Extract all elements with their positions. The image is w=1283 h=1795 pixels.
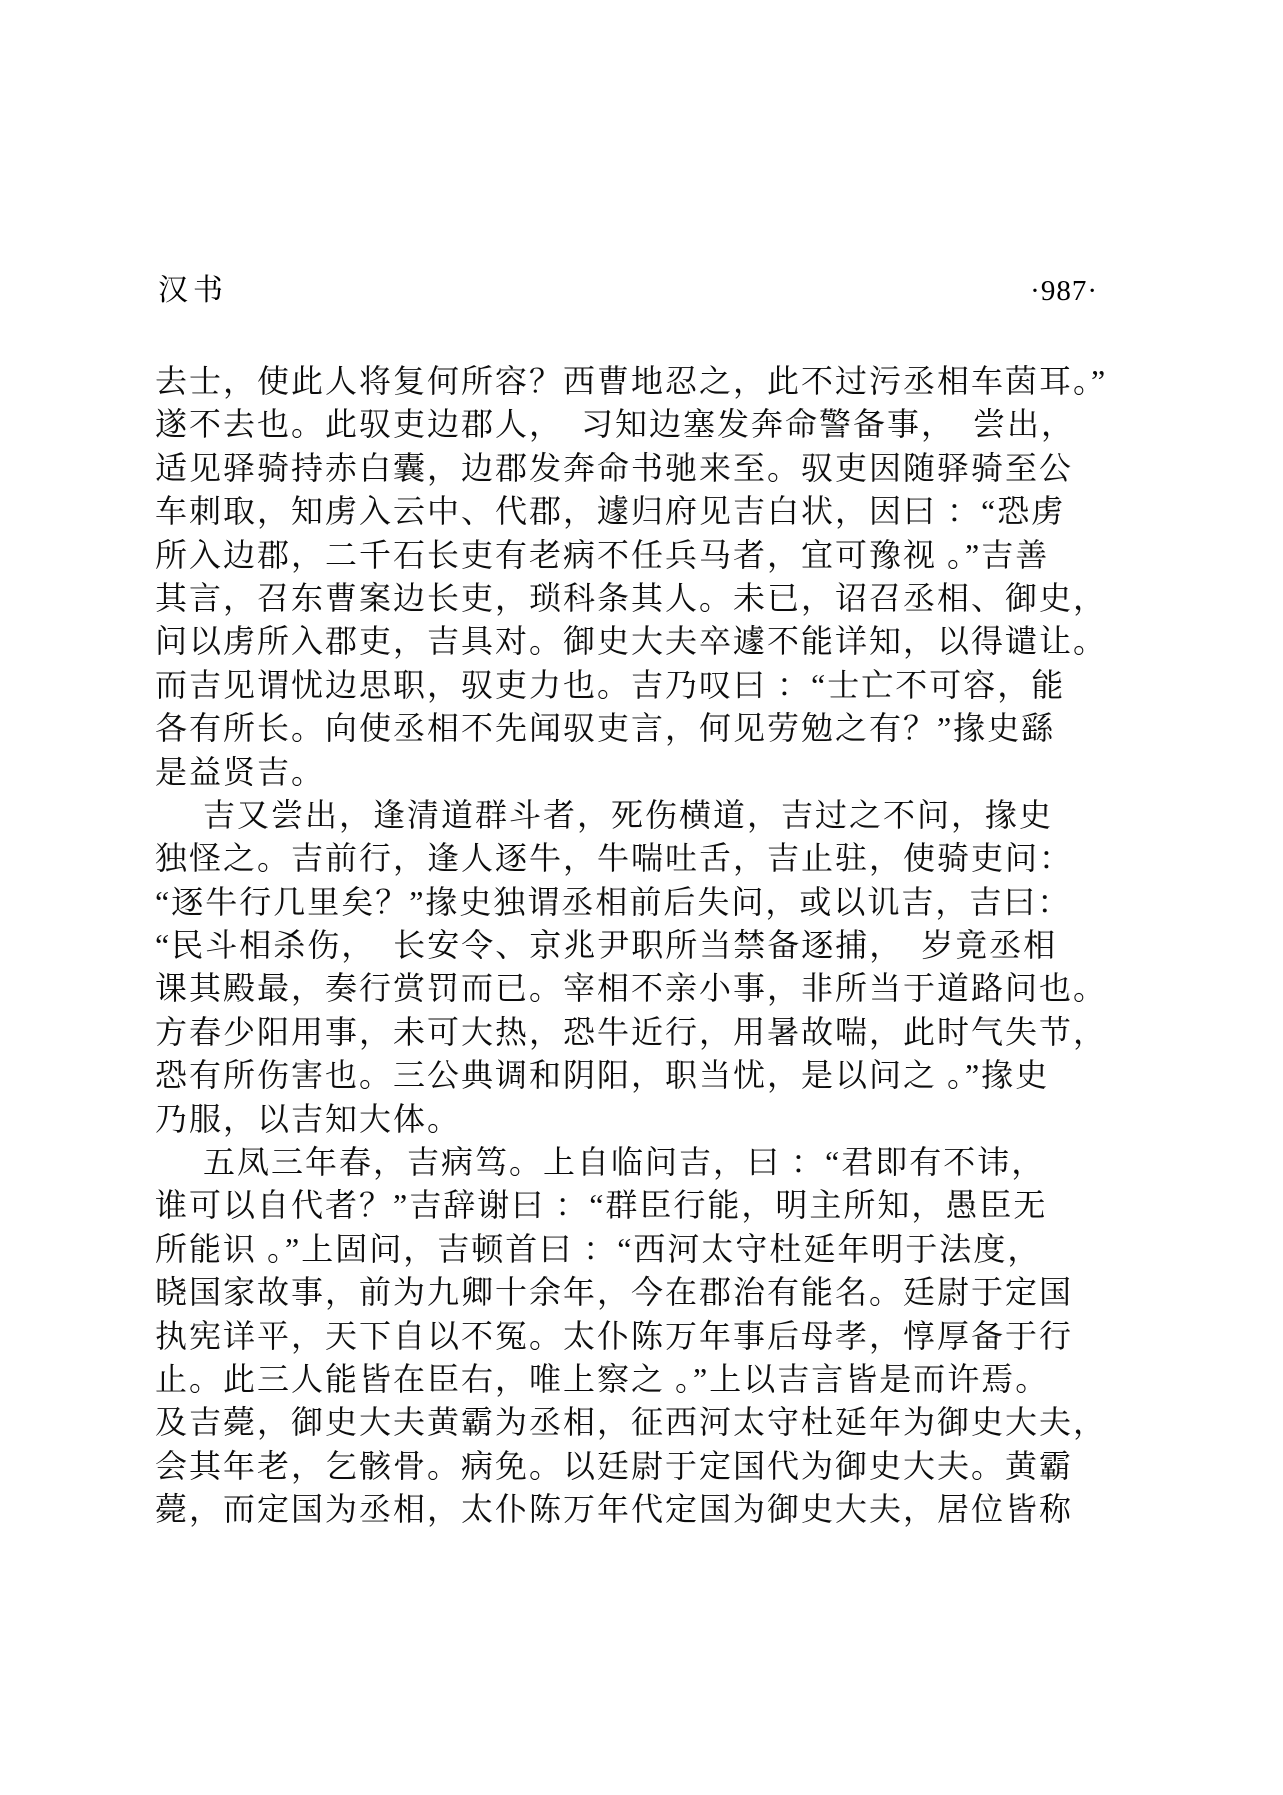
running-header	[158, 270, 1098, 306]
text-line: 独怪之。吉前行，逢人逐牛，牛喘吐舌，吉止驻，使骑吏问：	[155, 840, 1074, 877]
text-line: 晓国家故事，前为九卿十余年，今在郡治有能名。廷尉于定国	[155, 1274, 1074, 1311]
text-line: 五凤三年春，吉病笃。上自临问吉，曰 ：“君即有不讳，	[203, 1144, 1046, 1181]
text-line: “逐牛行几里矣？”掾史独谓丞相前后失问，或以讥吉，吉曰：	[155, 883, 1072, 920]
text-line: 所入边郡，二千石长吏有老病不任兵马者，宜可豫视 。”吉善	[155, 536, 1050, 573]
text-line: 薨，而定国为丞相，太仆陈万年代定国为御史大夫，居位皆称	[155, 1491, 1074, 1528]
text-line: 而吉见谓忧边思职，驭吏力也。吉乃叹曰 ：“士亡不可容，能	[155, 666, 1066, 703]
text-line: 车刺取，知虏入云中、代郡，遽归府见吉白状，因曰 ：“恐虏	[155, 493, 1066, 530]
text-line: 方春少阳用事，未可大热，恐牛近行，用暑故喘，此时气失节，	[155, 1013, 1108, 1050]
text-line: 乃服，以吉知大体。	[155, 1100, 462, 1137]
body-text	[155, 360, 1130, 1532]
text-line: 所能识 。”上固问，吉顿首曰 ：“西河太守杜延年明于法度，	[155, 1230, 1042, 1267]
text-line: 去士，使此人将复何所容？西曹地忍之，此不过污丞相车茵耳。”	[155, 363, 1108, 399]
text-line: 适见驿骑持赤白囊，边郡发奔命书驰来至。驭吏因随驿骑至公	[155, 449, 1074, 486]
text-line: 课其殿最，奏行赏罚而已。宰相不亲小事，非所当于道路问也。	[155, 970, 1108, 1007]
paragraph	[155, 360, 1130, 794]
text-line: 会其年老，乞骸骨。病免。以廷尉于定国代为御史大夫。黄霸	[155, 1447, 1074, 1484]
paragraph	[155, 794, 1130, 1141]
text-line: 吉又尝出，逢清道群斗者，死伤横道，吉过之不问，掾史	[203, 796, 1054, 833]
text-line: 谁可以自代者？”吉辞谢曰 ：“群臣行能，明主所知，愚臣无	[155, 1187, 1048, 1224]
text-line: 各有所长。向使丞相不先闻驭吏言，何见劳勉之有？”掾史繇	[155, 710, 1056, 747]
text-line: 其言，召东曹案边长吏，琐科条其人。未已，诏召丞相、御史，	[155, 579, 1108, 616]
text-line: 及吉薨，御史大夫黄霸为丞相，征西河太守杜延年为御史大夫，	[155, 1404, 1108, 1441]
text-line: 恐有所伤害也。三公典调和阴阳，职当忧，是以问之 。”掾史	[155, 1057, 1050, 1094]
page-number: ·987·	[1030, 275, 1098, 307]
text-line: 是益贤吉。	[155, 753, 326, 790]
text-line: 问以虏所入郡吏，吉具对。御史大夫卒遽不能详知，以得谴让。	[155, 623, 1108, 660]
text-line: “民斗相杀伤， 长安令、京兆尹职所当禁备逐捕， 岁竟丞相	[155, 927, 1058, 964]
text-line: 遂不去也。此驭吏边郡人， 习知边塞发奔命警备事， 尝出，	[155, 406, 1076, 443]
paragraph	[155, 1141, 1130, 1532]
text-line: 止。此三人能皆在臣右，唯上察之 。”上以吉言皆是而许焉。	[155, 1360, 1050, 1397]
text-line: 执宪详平，天下自以不冤。太仆陈万年事后母孝，惇厚备于行	[155, 1317, 1074, 1354]
book-title: 汉书	[158, 274, 228, 307]
